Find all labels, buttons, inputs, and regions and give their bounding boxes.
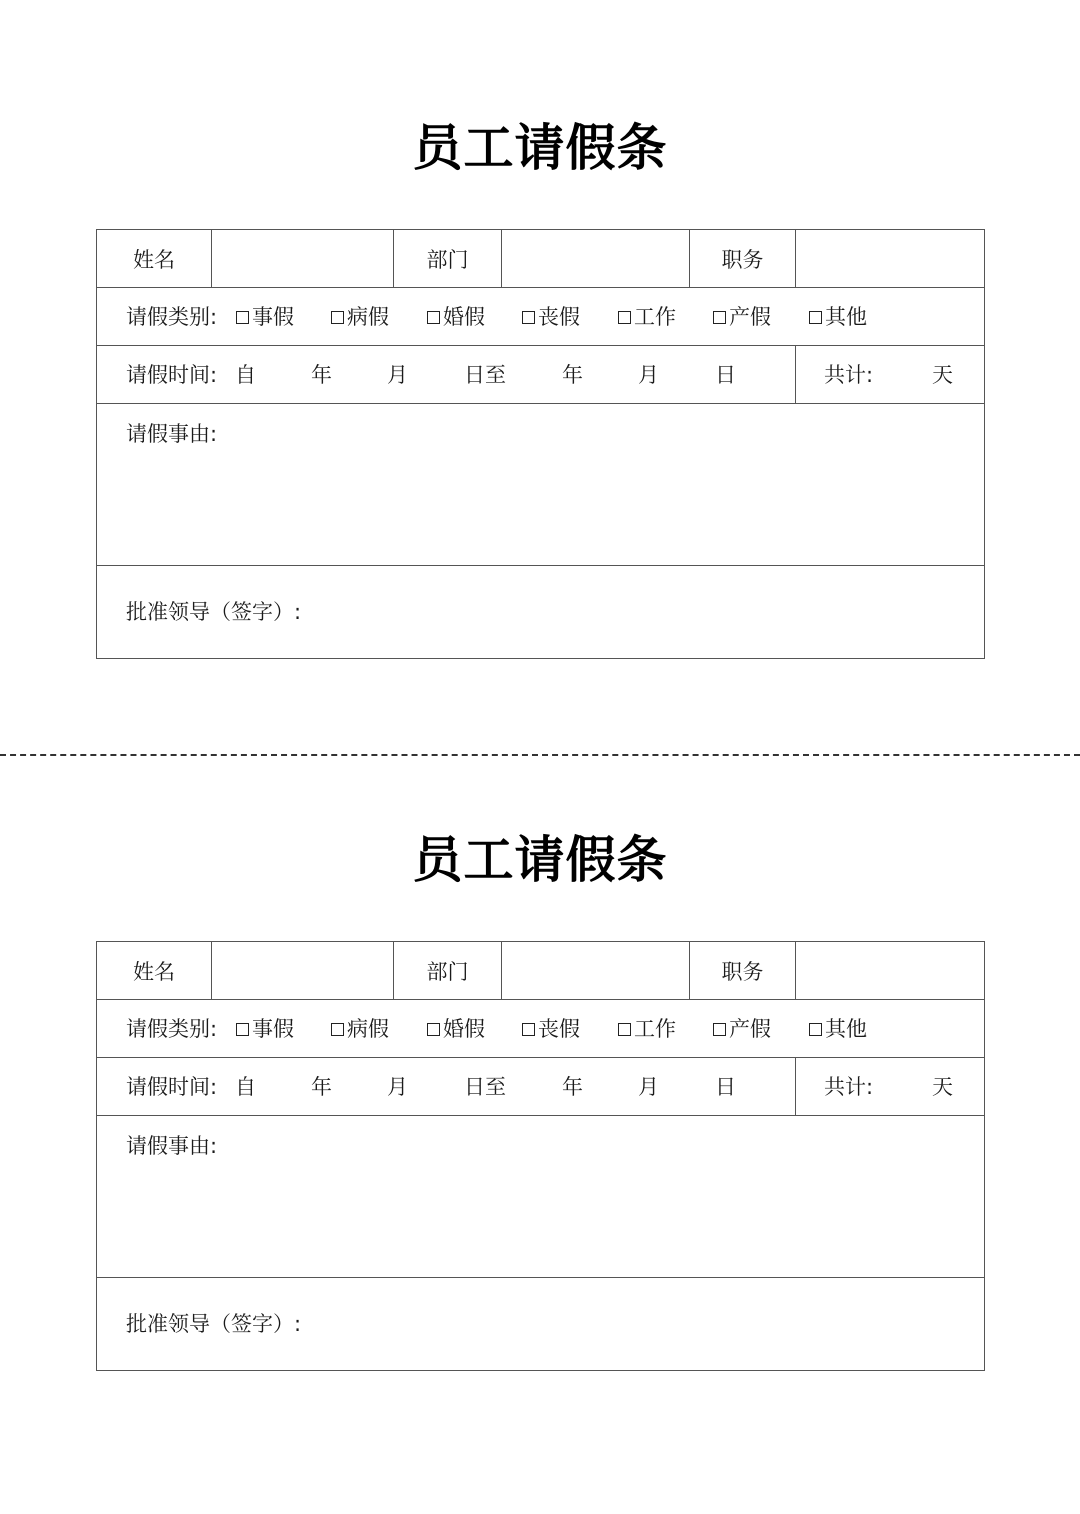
checkbox-icon[interactable] [522,1023,535,1036]
leave-type-option[interactable]: 病假 [331,303,389,331]
leave-type-option[interactable]: 产假 [713,303,771,331]
department-label: 部门 [393,230,501,287]
checkbox-icon[interactable] [236,1023,249,1036]
day-label: 日 [715,1075,736,1099]
month-label: 月 [387,363,408,387]
name-label: 姓名 [133,959,175,984]
year-label: 年 [311,1075,332,1099]
leave-type-option[interactable]: 婚假 [427,1015,485,1043]
leave-type-option[interactable]: 其他 [809,1015,867,1043]
checkbox-icon[interactable] [331,1023,344,1036]
total-label: 共计: [824,363,874,387]
row-approver[interactable] [97,1278,984,1370]
leave-type-option[interactable]: 丧假 [522,1015,580,1043]
total-label: 共计: [824,1075,874,1099]
days-unit-label: 天 [932,1075,953,1099]
checkbox-icon[interactable] [236,311,249,324]
leave-time-label: 请假时间: [126,1075,218,1099]
name-field[interactable] [211,230,393,287]
leave-table [96,941,985,1371]
checkbox-icon[interactable] [618,311,631,324]
row-reason[interactable] [97,1116,984,1278]
total-cell [795,346,984,403]
position-label: 职务 [689,942,795,999]
form-title: 员工请假条 [412,831,668,889]
leave-table [96,229,985,659]
from-label: 自 [235,363,256,387]
name-field[interactable] [211,942,393,999]
row-leave-time [97,1058,984,1116]
days-unit-label: 天 [932,363,953,387]
row-reason[interactable] [97,404,984,566]
checkbox-icon[interactable] [618,1023,631,1036]
row-leave-time [97,346,984,404]
position-field[interactable] [795,942,984,999]
position-label: 职务 [689,230,795,287]
row-approver[interactable] [97,566,984,658]
name-label: 姓名 [133,247,175,272]
leave-type-option[interactable]: 工作 [618,1015,676,1043]
leave-type-option[interactable]: 事假 [236,1015,294,1043]
year-label: 年 [562,1075,583,1099]
department-field[interactable] [501,230,689,287]
leave-type-option[interactable]: 事假 [236,303,294,331]
cut-line-divider [0,754,1080,756]
reason-label: 请假事由: [126,1134,218,1158]
day-label: 日 [715,363,736,387]
form-title: 员工请假条 [412,119,668,177]
checkbox-icon[interactable] [809,1023,822,1036]
month-label: 月 [387,1075,408,1099]
checkbox-icon[interactable] [427,1023,440,1036]
leave-type-option[interactable]: 其他 [809,303,867,331]
leave-time-label: 请假时间: [126,363,218,387]
reason-label: 请假事由: [126,422,218,446]
leave-type-option[interactable]: 产假 [713,1015,771,1043]
leave-type-option[interactable]: 婚假 [427,303,485,331]
year-label: 年 [311,363,332,387]
checkbox-icon[interactable] [522,311,535,324]
position-field[interactable] [795,230,984,287]
month-label: 月 [638,1075,659,1099]
leave-type-option[interactable]: 病假 [331,1015,389,1043]
row-leave-type [97,288,984,346]
row-leave-type [97,1000,984,1058]
checkbox-icon[interactable] [427,311,440,324]
checkbox-icon[interactable] [713,1023,726,1036]
department-label: 部门 [393,942,501,999]
from-label: 自 [235,1075,256,1099]
row-basic-info [97,230,984,288]
day-to-label: 日至 [464,1075,506,1099]
row-basic-info [97,942,984,1000]
month-label: 月 [638,363,659,387]
checkbox-icon[interactable] [331,311,344,324]
department-field[interactable] [501,942,689,999]
leave-type-label: 请假类别: [126,305,218,329]
checkbox-icon[interactable] [809,311,822,324]
approver-label: 批准领导（签字）: [126,600,302,624]
checkbox-icon[interactable] [713,311,726,324]
leave-type-option[interactable]: 丧假 [522,303,580,331]
leave-type-option[interactable]: 工作 [618,303,676,331]
year-label: 年 [562,363,583,387]
leave-type-label: 请假类别: [126,1017,218,1041]
approver-label: 批准领导（签字）: [126,1312,302,1336]
day-to-label: 日至 [464,363,506,387]
total-cell [795,1058,984,1115]
